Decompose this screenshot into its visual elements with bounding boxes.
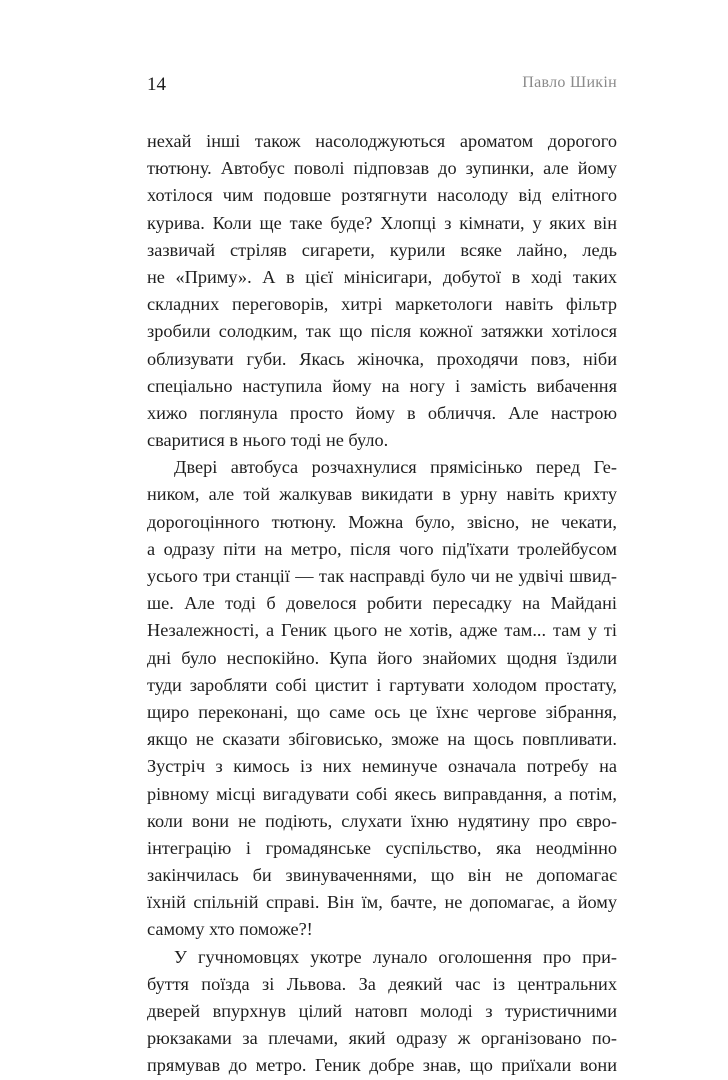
text-line: дні було неспокійно. Купа його знайомих щодня їздили <box>147 647 617 668</box>
text-line: курива. Коли ще таке буде? Хлопці з кімнати, у яких він <box>147 212 617 233</box>
text-line: хотілося чим подовше розтягнути насолоду від елітного <box>147 185 617 206</box>
running-head-author: Павло Шикін <box>522 74 617 91</box>
text-line: буття поїзда зі Львова. За деякий час із центральних <box>147 973 617 994</box>
text-line: усього три станції — так насправді було чи не удвічі швид- <box>147 566 617 586</box>
text-line: хижо поглянула просто йому в обличчя. Але настрою <box>147 402 617 423</box>
text-line: дорогоцінного тютюну. Можна було, звісно, не чекати, <box>147 511 617 532</box>
text-line: Незалежності, а Геник цього не хотів, адже там... там у ті <box>147 620 617 641</box>
text-line: туди заробляти собі цистит і гартувати холодом простату, <box>147 674 617 695</box>
text-line: а одразу піти на метро, після чого під'їхати тролейбусом <box>147 538 617 559</box>
text-line: Двері автобуса розчахнулися прямісінько перед Ге- <box>174 457 617 478</box>
text-line: рівному місці вигадувати собі якесь виправдання, а потім, <box>147 783 617 804</box>
text-line: складних переговорів, хитрі маркетологи навіть фільтр <box>147 294 617 315</box>
text-line: дверей впурхнув цілий натовп молоді з туристичними <box>147 1001 617 1021</box>
text-line: не «Приму». А в цієї мінісигари, добутої в ході таких <box>147 266 617 287</box>
text-line: спеціально наступила йому на ногу і замість вибачення <box>147 375 617 396</box>
text-line: зробили солодким, так що після кожної затяжки хотілося <box>147 321 617 342</box>
text-line: щиро переконані, що саме ось це їхнє чергове зібрання, <box>147 701 617 722</box>
text-line: самому хто поможе?! <box>147 919 313 940</box>
text-line: У гучномовцях укотре лунало оголошення про при- <box>174 946 617 967</box>
text-line: зазвичай стріляв сигарети, курили всяке лайно, ледь <box>147 239 617 260</box>
paragraph-3 <box>147 944 617 1080</box>
text-line: прямував до метро. Геник добре знав, що приїхали вони <box>147 1055 617 1076</box>
text-line: сваритися в нього тоді не було. <box>147 430 389 451</box>
text-line: їхній спільній справі. Він їм, бачте, не допомагає, а йому <box>147 892 617 913</box>
text-line: ше. Але тоді б довелося робити пересадку на Майдані <box>147 593 617 614</box>
paragraph-2 <box>147 454 617 943</box>
text-line: закінчилась би звинуваченнями, що він не допомагає <box>147 865 617 886</box>
text-line: тютюну. Автобус поволі підповзав до зупинки, але йому <box>147 158 617 179</box>
text-line: інтеграцію і громадянське суспільство, яка неодмінно <box>147 837 617 858</box>
text-line: Зустріч з кимось із них неминуче означала потребу на <box>147 756 617 777</box>
text-line: облизувати губи. Якась жіночка, проходячи повз, ніби <box>147 348 617 369</box>
text-line: нехай інші також насолоджуються ароматом дорогого <box>147 131 617 151</box>
text-line: рюкзаками за плечами, який одразу ж організовано по- <box>147 1028 617 1049</box>
body-text <box>147 128 617 1080</box>
paragraph-1 <box>147 128 617 454</box>
text-line: якщо не сказати збіговисько, зможе на щось повпливати. <box>147 729 617 750</box>
page-number: 14 <box>147 74 166 95</box>
text-line: ником, але той жалкував викидати в урну навіть крихту <box>147 484 617 505</box>
page-header <box>147 74 617 104</box>
text-line: коли вони не подіють, слухати їхню нудятину про євро- <box>147 810 617 831</box>
